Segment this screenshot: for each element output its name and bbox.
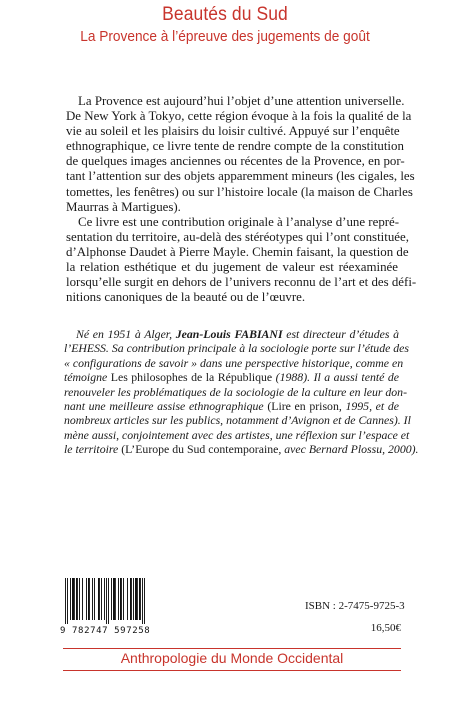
book-reference: Les philosophes de la République [110, 370, 273, 385]
bio-line: nombreux articles sur les publics, notamment d’Avignon et de Cannes). Il [64, 413, 411, 428]
bio-line: mène aussi, conjointement avec des artistes, une réflexion sur l’espace et [64, 427, 410, 442]
bio-line: renouveler les problématiques de la sociologie de la culture en leur don- [64, 384, 408, 399]
text-line: la relation esthétique et du jugement de valeur est réexaminée [66, 260, 398, 275]
author-bio [64, 327, 419, 457]
text-line: vie au soleil et les plaisirs du loisir cultivé. Appuyé sur l’enquête [66, 124, 400, 139]
author-name: Jean-Louis FABIANI [175, 327, 283, 341]
text-line: ethnographique, ce livre tente de rendre compte de la constitution [66, 139, 404, 154]
text-line: Ce livre est une contribution originale à l’analyse d’une repré- [78, 215, 400, 229]
text-line: tomettes, les fenêtres) ou sur l’histoire locale (la maison de Charles [66, 184, 413, 199]
bio-line [64, 442, 419, 457]
bio-text: (1988). Il a aussi tenté de [272, 370, 399, 385]
text-line: La Provence est aujourd’hui l’objet d’une attention universelle. [78, 94, 405, 108]
barcode-icon [63, 578, 170, 624]
bio-text: est directeur d’études à [282, 327, 399, 341]
text-line: Maurras à Martigues). [66, 199, 181, 214]
series-name: Anthropologie du Monde Occidental [120, 650, 344, 666]
bio-line: « configurations de savoir » dans une perspective historique, comme en [64, 355, 404, 370]
cover-header [0, 4, 450, 45]
bio-text: témoigne [64, 370, 111, 385]
barcode-digits: 9 782747 597258 [60, 626, 151, 636]
text-line: lorsqu’elle surgit en dehors de l’univers reconnu de l’art et des défi- [66, 275, 417, 290]
bio-text: nant une meilleure assise ethnographique [64, 399, 264, 414]
bio-text: Né en 1951 à Alger, [76, 327, 176, 341]
bio-text: , avec Bernard Plossu, 2000). [278, 442, 419, 457]
text-line: nitions canoniques de la beauté ou de l’œuvre. [66, 290, 306, 305]
bio-text: le territoire [64, 442, 119, 457]
text-line: De New York à Tokyo, cette région évoque à la fois la qualité de la [66, 109, 412, 124]
isbn: ISBN : 2-7475-9725-3 [305, 600, 405, 612]
text-line: de quelques images anciennes ou récentes de la Provence, en por- [66, 154, 405, 169]
text-line: tant l’attention sur des objets apparemment mineurs (les cigales, les [66, 169, 415, 184]
bio-line [64, 399, 399, 413]
summary-paragraph-1 [66, 94, 415, 215]
text-line: d’Alphonse Daudet à Pierre Mayle. Chemin faisant, la question de [66, 245, 409, 260]
barcode [63, 578, 170, 624]
bio-line [64, 327, 399, 341]
bio-text: , 1995, et de [338, 399, 399, 414]
bio-line [64, 370, 399, 384]
book-subtitle: La Provence à l’épreuve des jugements de goût [80, 28, 370, 45]
book-title: Beautés du Sud [162, 4, 288, 25]
book-reference: (L’Europe du Sud contemporaine [118, 442, 279, 457]
book-reference: (Lire en prison [263, 399, 339, 414]
bio-line: l’EHESS. Sa contribution principale à la sociologie porte sur l’étude des [64, 341, 410, 356]
summary-paragraph-2 [66, 215, 417, 306]
text-line: sentation du territoire, au-delà des stéréotypes qui l’ont constituée, [66, 230, 409, 245]
price: 16,50€ [370, 622, 401, 634]
